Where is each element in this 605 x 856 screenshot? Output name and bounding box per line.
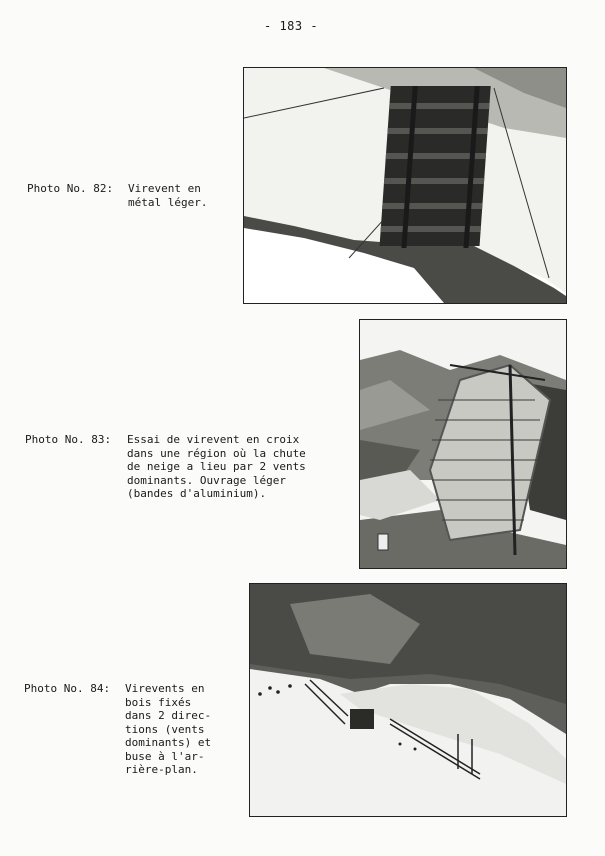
photo-caption-text: Essai de virevent en croix dans une région où la chute de neige a lieu par 2 vents dominants. Ouvrage léger (bandes d'aluminium). bbox=[127, 433, 306, 500]
photo-label: Photo No. 82: bbox=[27, 182, 114, 195]
photo-83-cross-virevent bbox=[359, 319, 567, 569]
page-number: - 183 - bbox=[264, 19, 319, 33]
photo-label: Photo No. 84: bbox=[24, 682, 111, 695]
photo-84-wooden-virevents bbox=[249, 583, 567, 817]
photo-82-light-metal-virevent bbox=[243, 67, 567, 304]
photo-caption-text: Virevent en métal léger. bbox=[128, 182, 208, 209]
photo-label: Photo No. 83: bbox=[25, 433, 112, 446]
photo-caption-text: Virevents en bois fixés dans 2 direc- tions (vents dominants) et buse à l'ar- rière-plan. bbox=[125, 682, 212, 776]
